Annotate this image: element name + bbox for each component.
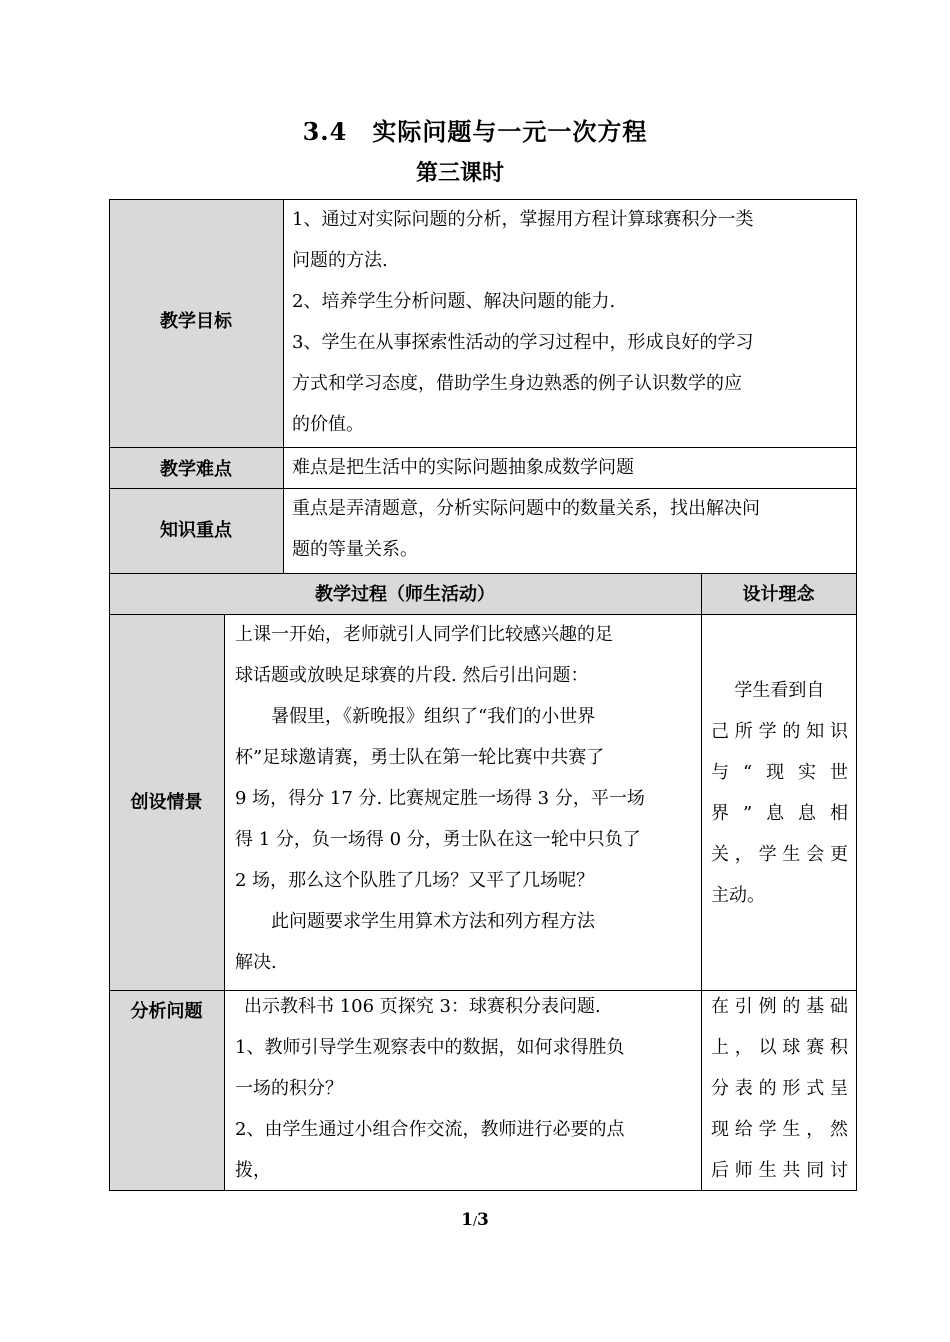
table-rule <box>856 199 857 1191</box>
keypoints-label: 知识重点 <box>160 520 232 541</box>
table-rule <box>701 573 702 1191</box>
scenario-design-text <box>711 670 848 916</box>
scenario-line: 9 场，得分 17 分. 比赛规定胜一场得 3 分，平一场 <box>235 788 645 809</box>
objectives-line: 3、学生在从事探索性活动的学习过程中，形成良好的学习 <box>292 332 754 353</box>
objectives-line: 方式和学习态度，借助学生身边熟悉的例子认识数学的应 <box>292 373 742 394</box>
scenario-label: 创设情景 <box>130 792 203 813</box>
analysis-design-line: 在引例的基础 <box>711 996 848 1017</box>
difficulty-label: 教学难点 <box>160 459 232 480</box>
analysis-line: 1、教师引导学生观察表中的数据，如何求得胜负 <box>235 1037 625 1058</box>
scenario-text <box>235 614 697 983</box>
design-header-label: 设计理念 <box>742 584 815 605</box>
scenario-design-line: 界”息息相 <box>711 803 848 824</box>
analysis-line: 一场的积分？ <box>235 1078 343 1099</box>
analysis-design-line: 分表的形式呈 <box>711 1078 848 1099</box>
process-header-label: 教学过程（师生活动） <box>315 584 495 605</box>
keypoints-text <box>292 488 852 570</box>
scenario-line: 上课一开始，老师就引人同学们比较感兴趣的足 <box>235 624 613 645</box>
table-rule <box>109 573 857 574</box>
scenario-design-line: 学生看到自 <box>734 680 825 701</box>
analysis-line: 拨， <box>235 1160 271 1181</box>
analysis-design-line: 上，以球赛积 <box>711 1037 848 1058</box>
objectives-line: 1、通过对实际问题的分析，掌握用方程计算球赛积分一类 <box>292 209 754 230</box>
scenario-line: 球话题或放映足球赛的片段. 然后引出问题： <box>235 665 589 686</box>
table-rule <box>109 199 110 1191</box>
scenario-design-line: 关，学生会更 <box>711 844 848 865</box>
objectives-text <box>292 199 852 445</box>
objectives-label: 教学目标 <box>160 311 232 332</box>
difficulty-text: 难点是把生活中的实际问题抽象成数学问题 <box>292 457 634 478</box>
table-rule <box>283 199 284 573</box>
analysis-line: 出示教科书 106 页探究 3：球赛积分表问题. <box>244 996 601 1017</box>
analysis-design-line: 后师生共同讨 <box>711 1160 848 1181</box>
page-separator: / <box>472 1214 478 1228</box>
scenario-line: 此问题要求学生用算术方法和列方程方法 <box>271 911 595 932</box>
scenario-line: 暑假里，《新晚报》组织了“我们的小世界 <box>271 706 596 727</box>
objectives-line: 2、培养学生分析问题、解决问题的能力. <box>292 291 616 312</box>
keypoints-line: 重点是弄清题意，分析实际问题中的数量关系，找出解决问 <box>292 498 760 519</box>
analysis-design-text <box>711 986 848 1191</box>
analysis-design-line: 现给学生，然 <box>711 1119 848 1140</box>
keypoints-line: 题的等量关系。 <box>292 539 418 560</box>
scenario-design-line: 主动。 <box>711 885 765 906</box>
objectives-line: 问题的方法. <box>292 250 388 271</box>
table-rule <box>224 614 225 1191</box>
document-subtitle: 第三课时 <box>415 160 504 186</box>
scenario-line: 解决. <box>235 952 277 973</box>
page-current: 1 <box>461 1210 473 1230</box>
document-title: 3.4 实际问题与一元一次方程 <box>302 117 648 146</box>
analysis-line: 2、由学生通过小组合作交流，教师进行必要的点 <box>235 1119 625 1140</box>
scenario-line: 杯”足球邀请赛，勇士队在第一轮比赛中共赛了 <box>235 747 605 768</box>
page-number <box>0 1210 950 1230</box>
scenario-design-line: 与“现实世 <box>711 762 848 783</box>
analysis-text <box>235 986 697 1191</box>
scenario-design-line: 己所学的知识 <box>711 721 848 742</box>
scenario-line: 2 场，那么这个队胜了几场？又平了几场呢？ <box>235 870 595 891</box>
objectives-line: 的价值。 <box>292 414 364 435</box>
page-total: 3 <box>477 1210 489 1230</box>
scenario-line: 得 1 分，负一场得 0 分，勇士队在这一轮中只负了 <box>235 829 641 850</box>
analysis-label: 分析问题 <box>130 1001 203 1022</box>
